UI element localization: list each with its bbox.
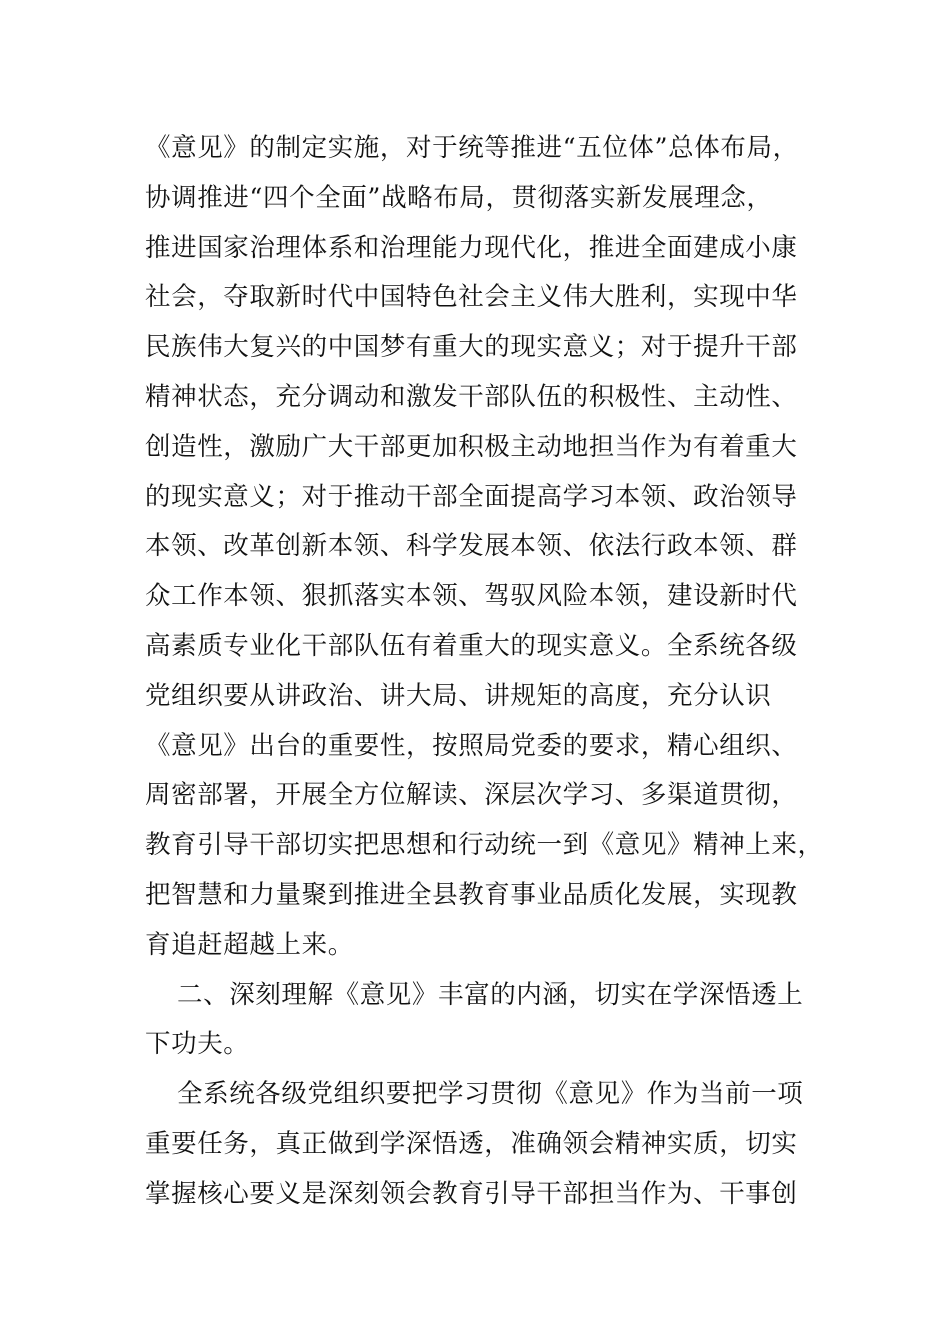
- text-line: 党组织要从讲政治、讲大局、讲规矩的高度，充分认识: [145, 680, 772, 711]
- text-line: 协调推进“四个全面”战略布局，贯彻落实新发展理念，: [145, 182, 773, 213]
- text-line: 育追赶超越上来。: [145, 929, 354, 960]
- text-line: 高素质专业化干部队伍有着重大的现实意义。全系统各级: [145, 630, 798, 661]
- text-line: 民族伟大复兴的中国梦有重大的现实意义；对于提升干部: [145, 332, 798, 363]
- text-line: 的现实意义；对于推动干部全面提高学习本领、政治领导: [145, 481, 798, 512]
- text-line: 重要任务，真正做到学深悟透，准确领会精神实质，切实: [145, 1128, 798, 1159]
- text-line: 精神状态，充分调动和激发干部队伍的积极性、主动性、: [145, 381, 798, 412]
- section-heading: 二、深刻理解《意见》丰富的内涵，切实在学深悟透上: [177, 979, 804, 1010]
- section-heading-continuation: 下功夫。: [145, 1029, 250, 1060]
- text-line: 推进国家治理体系和治理能力现代化，推进全面建成小康: [145, 232, 798, 263]
- text-line: 把智慧和力量聚到推进全县教育事业品质化发展，实现教: [145, 879, 798, 910]
- text-line: 《意见》出台的重要性，按照局党委的要求，精心组织、: [145, 730, 798, 761]
- document-body: [145, 124, 824, 1220]
- text-line: 本领、改革创新本领、科学发展本领、依法行政本领、群: [145, 531, 798, 562]
- text-line: 周密部署，开展全方位解读、深层次学习、多渠道贯彻，: [145, 780, 798, 811]
- text-line: 教育引导干部切实把思想和行动统一到《意见》精神上来，: [145, 830, 824, 861]
- text-line: 社会，夺取新时代中国特色社会主义伟大胜利，实现中华: [145, 282, 798, 313]
- text-line: 《意见》的制定实施，对于统等推进“五位体”总体布局，: [145, 133, 799, 163]
- text-line: 掌握核心要义是深刻领会教育引导干部担当作为、干事创: [145, 1178, 798, 1209]
- text-line: 全系统各级党组织要把学习贯彻《意见》作为当前一项: [177, 1079, 804, 1110]
- text-line: 创造性，激励广大干部更加积极主动地担当作为有着重大: [145, 431, 798, 462]
- text-line: 众工作本领、狠抓落实本领、驾驭风险本领，建设新时代: [145, 581, 798, 612]
